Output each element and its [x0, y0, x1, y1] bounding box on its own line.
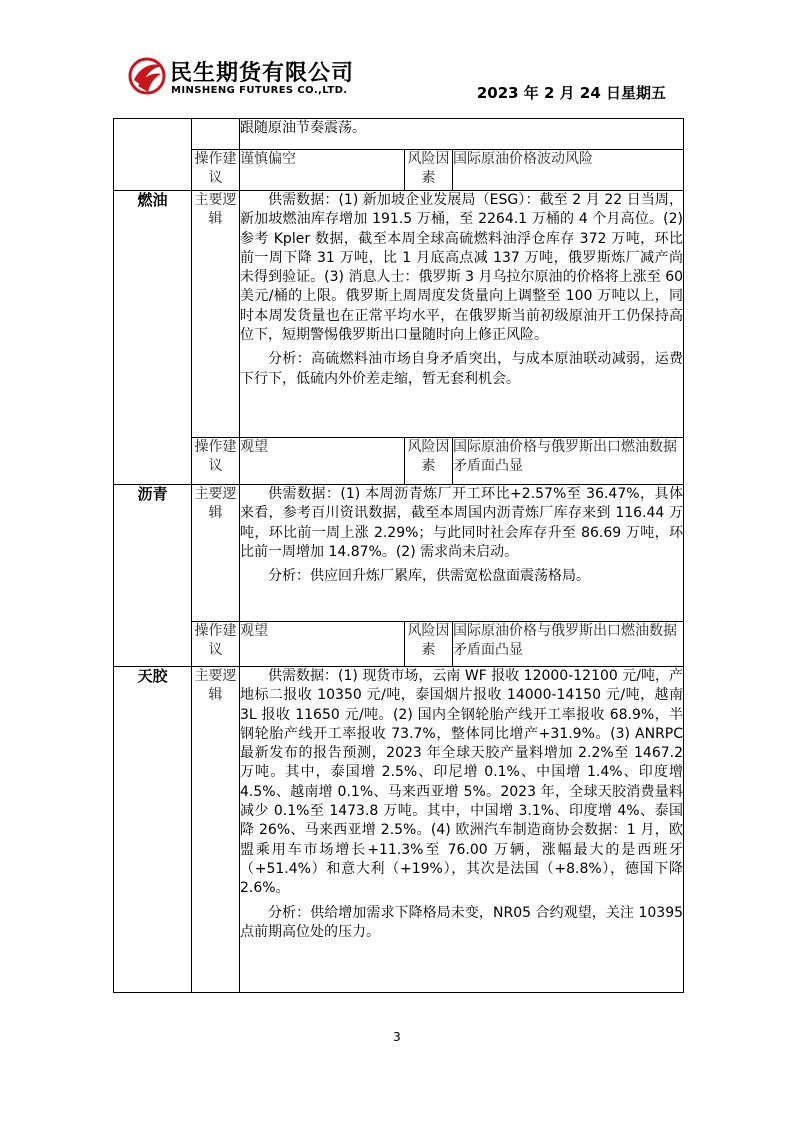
report-date: 2023 年 2 月 24 日星期五: [476, 84, 666, 102]
rubber-category: 天胶: [114, 667, 192, 993]
page-number: 3: [393, 1030, 401, 1044]
crude-logic-tail-row: [114, 119, 684, 150]
risk-label: 风险因素: [405, 622, 453, 667]
company-logo: [128, 56, 368, 100]
asphalt-logic-cell: [240, 485, 684, 622]
fuel-logic-supply: 供需数据：(1) 新加坡企业发展局（ESG）：截至 2 月 22 日当周，新加坡燃油库存增加 191.5 万桶，至 2264.1 万桶的 4 个月高位。(2) 参考 Kpler 数据，截至本周全球高硫燃料油浮仓库存 372 万吨，环比前一周下降 31 万吨，比 1 月底高点减 137 万吨，俄罗斯炼厂减产尚未得到验证。(3) 消息人士：俄罗斯 3 月乌拉尔原油的价格将上涨至 60 美元/桶的上限。俄罗斯上周周度发货量向上调整至 100 万吨以上，同时本周发货量也在正常平均水平，在俄罗斯当前初级原油开工仍保持高位下，短期警惕俄罗斯出口量随时向上修正风险。: [240, 192, 684, 344]
op-advice-label: 操作建议: [192, 438, 240, 485]
fuel-category: 燃油: [114, 191, 192, 485]
logic-label: 主要逻辑: [192, 191, 240, 438]
asphalt-category: 沥青: [114, 485, 192, 667]
fuel-risk: 国际原油价格与俄罗斯出口燃油数据矛盾面凸显: [453, 438, 684, 485]
fuel-logic-analysis: 分析：高硫燃料油市场自身矛盾突出，与成本原油联动减弱，运费下行下，低硫内外价差走缩，暂无套利机会。: [240, 351, 684, 387]
risk-label: 风险因素: [405, 438, 453, 485]
fuel-advice-row: [114, 438, 684, 485]
commodity-table: [113, 118, 684, 993]
logic-label: 主要逻辑: [192, 485, 240, 622]
minsheng-logo-icon: [128, 56, 166, 96]
op-advice-label: 操作建议: [192, 150, 240, 191]
rubber-logic-supply: 供需数据：(1) 现货市场，云南 WF 报收 12000-12100 元/吨，产地标二报收 10350 元/吨，泰国烟片报收 14000-14150 元/吨，越南 3L 报收 11650 元/吨。(2) 国内全钢轮胎产线开工率报收 68.9%，半钢轮胎产线开工率报收 73.7%，整体同比增产+31.9%。(3) ANRPC 最新发布的报告预测，2023 年全球天胶产量料增加 2.2%至 1467.2 万吨。其中，泰国增 2.5%、印尼增 0.1%、中国增 1.4%、印度增 4.5%、越南增 0.1%、马来西亚增 5%。2023 年，全球天胶消费量料减少 0.1%至 1473.8 万吨。其中，中国增 3.1%、印度增 4%、泰国降 26%、马来西亚增 2.5%。(4) 欧洲汽车制造商协会数据：1 月，欧盟乘用车市场增长+11.3%至 76.00 万辆，涨幅最大的是西班牙（+51.4%）和意大利（+19%），其次是法国（+8.8%），德国下降 2.6%。: [240, 668, 684, 897]
fuel-advice: 观望: [240, 438, 405, 485]
asphalt-advice-row: [114, 622, 684, 667]
asphalt-logic-analysis: 分析：供应回升炼厂累库，供需宽松盘面震荡格局。: [268, 568, 590, 585]
fuel-logic-row: [114, 191, 684, 438]
company-name-cn: 民生期货有限公司: [170, 61, 355, 86]
crude-logic-label-cell: [192, 119, 240, 150]
crude-logic-tail-cell: [240, 119, 684, 150]
page-header: [0, 0, 794, 112]
crude-category-cell: [114, 119, 192, 191]
crude-logic-tail: 跟随原油节奏震荡。: [240, 120, 366, 136]
fuel-logic-cell: [240, 191, 684, 438]
crude-advice-row: [114, 150, 684, 191]
asphalt-advice: 观望: [240, 622, 405, 667]
asphalt-risk: 国际原油价格与俄罗斯出口燃油数据矛盾面凸显: [453, 622, 684, 667]
rubber-logic-cell: [240, 667, 684, 993]
risk-label: 风险因素: [405, 150, 453, 191]
logic-label: 主要逻辑: [192, 667, 240, 993]
company-name-en: MINSHENG FUTURES CO.,LTD.: [171, 85, 348, 96]
crude-risk: 国际原油价格波动风险: [453, 150, 684, 191]
crude-advice: 谨慎偏空: [240, 150, 405, 191]
asphalt-logic-supply: 供需数据：(1) 本周沥青炼厂开工环比+2.57%至 36.47%，具体来看，参考百川资讯数据，截至本周国内沥青炼厂库存来到 116.44 万吨，环比前一周上涨 2.29%；与此同时社会库存升至 86.69 万吨，环比前一周增加 14.87%。(2) 需求尚未启动。: [240, 486, 684, 560]
rubber-logic-row: [114, 667, 684, 993]
op-advice-label: 操作建议: [192, 622, 240, 667]
asphalt-logic-row: [114, 485, 684, 622]
rubber-logic-analysis: 分析：供给增加需求下降格局未变，NR05 合约观望，关注 10395 点前期高位处的压力。: [240, 904, 684, 940]
